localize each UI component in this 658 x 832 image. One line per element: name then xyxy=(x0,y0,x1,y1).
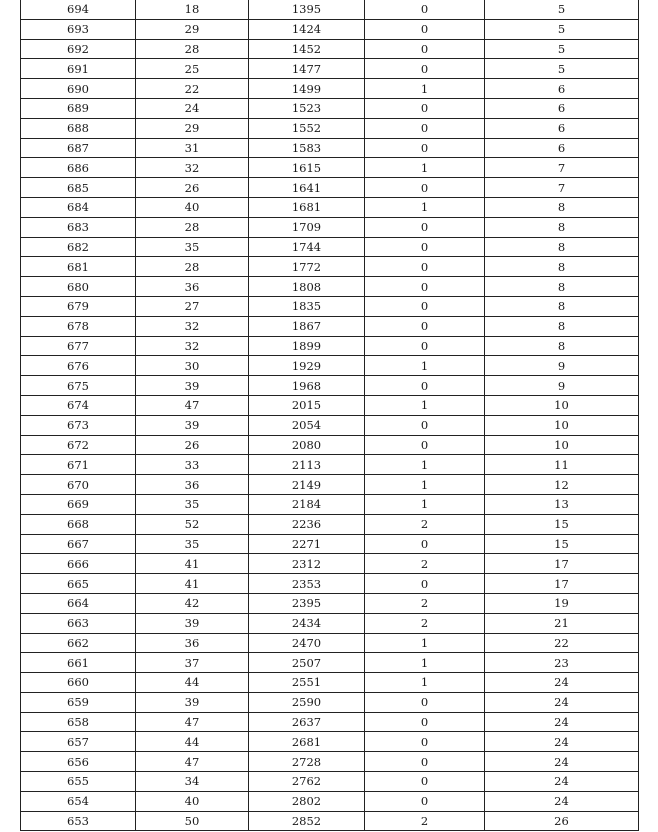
cumulative-count-cell: 2271 xyxy=(249,534,365,554)
cumulative-count-cell: 2395 xyxy=(249,593,365,613)
sub-count-cell: 0 xyxy=(365,118,485,138)
sub-count-cell: 0 xyxy=(365,376,485,396)
sub-cumulative-cell: 17 xyxy=(485,554,639,574)
sub-count-cell: 0 xyxy=(365,138,485,158)
sub-cumulative-cell: 7 xyxy=(485,158,639,178)
table-row xyxy=(21,554,639,574)
sub-cumulative-cell: 24 xyxy=(485,673,639,693)
score-cell: 658 xyxy=(21,712,136,732)
table-row xyxy=(21,178,639,198)
table-row xyxy=(21,59,639,79)
score-cell: 681 xyxy=(21,257,136,277)
sub-count-cell: 2 xyxy=(365,593,485,613)
cumulative-count-cell: 1709 xyxy=(249,217,365,237)
cumulative-count-cell: 1772 xyxy=(249,257,365,277)
sub-cumulative-cell: 11 xyxy=(485,455,639,475)
cumulative-count-cell: 1899 xyxy=(249,336,365,356)
cumulative-count-cell: 2852 xyxy=(249,811,365,831)
count-cell: 26 xyxy=(136,178,249,198)
count-cell: 44 xyxy=(136,673,249,693)
sub-cumulative-cell: 24 xyxy=(485,752,639,772)
sub-count-cell: 1 xyxy=(365,653,485,673)
table-row xyxy=(21,356,639,376)
score-cell: 688 xyxy=(21,118,136,138)
cumulative-count-cell: 2353 xyxy=(249,574,365,594)
count-cell: 28 xyxy=(136,257,249,277)
score-cell: 665 xyxy=(21,574,136,594)
count-cell: 22 xyxy=(136,79,249,99)
cumulative-count-cell: 1744 xyxy=(249,237,365,257)
sub-count-cell: 0 xyxy=(365,316,485,336)
count-cell: 47 xyxy=(136,752,249,772)
cumulative-count-cell: 2312 xyxy=(249,554,365,574)
sub-count-cell: 0 xyxy=(365,98,485,118)
cumulative-count-cell: 1681 xyxy=(249,197,365,217)
table-row xyxy=(21,534,639,554)
table-row xyxy=(21,395,639,415)
count-cell: 27 xyxy=(136,296,249,316)
sub-cumulative-cell: 21 xyxy=(485,613,639,633)
sub-cumulative-cell: 17 xyxy=(485,574,639,594)
sub-count-cell: 0 xyxy=(365,732,485,752)
count-cell: 41 xyxy=(136,574,249,594)
score-cell: 694 xyxy=(21,0,136,19)
cumulative-count-cell: 1523 xyxy=(249,98,365,118)
sub-cumulative-cell: 24 xyxy=(485,772,639,792)
count-cell: 39 xyxy=(136,376,249,396)
score-cell: 656 xyxy=(21,752,136,772)
table-row xyxy=(21,574,639,594)
cumulative-count-cell: 1808 xyxy=(249,277,365,297)
score-cell: 666 xyxy=(21,554,136,574)
sub-cumulative-cell: 23 xyxy=(485,653,639,673)
cumulative-count-cell: 2728 xyxy=(249,752,365,772)
score-cell: 654 xyxy=(21,791,136,811)
table-row xyxy=(21,455,639,475)
count-cell: 24 xyxy=(136,98,249,118)
sub-count-cell: 1 xyxy=(365,475,485,495)
sub-cumulative-cell: 15 xyxy=(485,534,639,554)
cumulative-count-cell: 1615 xyxy=(249,158,365,178)
count-cell: 36 xyxy=(136,277,249,297)
sub-cumulative-cell: 24 xyxy=(485,692,639,712)
score-cell: 693 xyxy=(21,19,136,39)
cumulative-count-cell: 1499 xyxy=(249,79,365,99)
table-row xyxy=(21,257,639,277)
cumulative-count-cell: 2113 xyxy=(249,455,365,475)
sub-count-cell: 1 xyxy=(365,633,485,653)
cumulative-count-cell: 1867 xyxy=(249,316,365,336)
sub-cumulative-cell: 6 xyxy=(485,138,639,158)
score-cell: 663 xyxy=(21,613,136,633)
score-cell: 679 xyxy=(21,296,136,316)
sub-count-cell: 2 xyxy=(365,613,485,633)
sub-cumulative-cell: 26 xyxy=(485,811,639,831)
sub-count-cell: 0 xyxy=(365,435,485,455)
sub-cumulative-cell: 22 xyxy=(485,633,639,653)
sub-cumulative-cell: 8 xyxy=(485,257,639,277)
table-row xyxy=(21,633,639,653)
sub-cumulative-cell: 10 xyxy=(485,395,639,415)
cumulative-count-cell: 2590 xyxy=(249,692,365,712)
sub-count-cell: 1 xyxy=(365,395,485,415)
table-row xyxy=(21,237,639,257)
cumulative-count-cell: 1552 xyxy=(249,118,365,138)
table-row xyxy=(21,692,639,712)
count-cell: 34 xyxy=(136,772,249,792)
score-cell: 653 xyxy=(21,811,136,831)
count-cell: 25 xyxy=(136,59,249,79)
score-cell: 657 xyxy=(21,732,136,752)
count-cell: 29 xyxy=(136,19,249,39)
cumulative-count-cell: 1641 xyxy=(249,178,365,198)
count-cell: 18 xyxy=(136,0,249,19)
table-row xyxy=(21,19,639,39)
table-row xyxy=(21,732,639,752)
sub-cumulative-cell: 5 xyxy=(485,59,639,79)
count-cell: 50 xyxy=(136,811,249,831)
cumulative-count-cell: 1968 xyxy=(249,376,365,396)
sub-cumulative-cell: 13 xyxy=(485,494,639,514)
score-cell: 686 xyxy=(21,158,136,178)
score-cell: 678 xyxy=(21,316,136,336)
count-cell: 36 xyxy=(136,475,249,495)
sub-count-cell: 0 xyxy=(365,237,485,257)
sub-count-cell: 2 xyxy=(365,514,485,534)
table-row xyxy=(21,118,639,138)
cumulative-count-cell: 1477 xyxy=(249,59,365,79)
sub-count-cell: 0 xyxy=(365,178,485,198)
cumulative-count-cell: 2551 xyxy=(249,673,365,693)
sub-count-cell: 0 xyxy=(365,336,485,356)
cumulative-count-cell: 2470 xyxy=(249,633,365,653)
count-cell: 47 xyxy=(136,395,249,415)
cumulative-count-cell: 2080 xyxy=(249,435,365,455)
score-cell: 689 xyxy=(21,98,136,118)
table-row xyxy=(21,772,639,792)
sub-count-cell: 0 xyxy=(365,534,485,554)
count-cell: 31 xyxy=(136,138,249,158)
sub-cumulative-cell: 5 xyxy=(485,39,639,59)
count-cell: 35 xyxy=(136,237,249,257)
cumulative-count-cell: 2015 xyxy=(249,395,365,415)
sub-count-cell: 0 xyxy=(365,791,485,811)
score-cell: 683 xyxy=(21,217,136,237)
score-cell: 680 xyxy=(21,277,136,297)
sub-cumulative-cell: 6 xyxy=(485,98,639,118)
sub-cumulative-cell: 24 xyxy=(485,732,639,752)
sub-count-cell: 1 xyxy=(365,494,485,514)
sub-count-cell: 0 xyxy=(365,257,485,277)
table-body xyxy=(21,0,639,831)
score-cell: 670 xyxy=(21,475,136,495)
table-row xyxy=(21,415,639,435)
sub-cumulative-cell: 10 xyxy=(485,415,639,435)
score-cell: 691 xyxy=(21,59,136,79)
count-cell: 40 xyxy=(136,791,249,811)
sub-count-cell: 0 xyxy=(365,574,485,594)
sub-cumulative-cell: 24 xyxy=(485,712,639,732)
count-cell: 41 xyxy=(136,554,249,574)
sub-count-cell: 0 xyxy=(365,19,485,39)
count-cell: 40 xyxy=(136,197,249,217)
cumulative-count-cell: 2054 xyxy=(249,415,365,435)
sub-count-cell: 0 xyxy=(365,692,485,712)
count-cell: 30 xyxy=(136,356,249,376)
sub-count-cell: 0 xyxy=(365,752,485,772)
count-cell: 32 xyxy=(136,158,249,178)
table-row xyxy=(21,138,639,158)
count-cell: 28 xyxy=(136,217,249,237)
score-cell: 685 xyxy=(21,178,136,198)
table-row xyxy=(21,336,639,356)
cumulative-count-cell: 2637 xyxy=(249,712,365,732)
sub-cumulative-cell: 8 xyxy=(485,296,639,316)
count-cell: 47 xyxy=(136,712,249,732)
score-cell: 664 xyxy=(21,593,136,613)
cumulative-count-cell: 2434 xyxy=(249,613,365,633)
table-row xyxy=(21,197,639,217)
table-row xyxy=(21,673,639,693)
table-row xyxy=(21,217,639,237)
count-cell: 52 xyxy=(136,514,249,534)
sub-cumulative-cell: 9 xyxy=(485,356,639,376)
table-row xyxy=(21,435,639,455)
cumulative-count-cell: 2681 xyxy=(249,732,365,752)
cumulative-count-cell: 2149 xyxy=(249,475,365,495)
score-cell: 690 xyxy=(21,79,136,99)
score-cell: 675 xyxy=(21,376,136,396)
sub-count-cell: 1 xyxy=(365,79,485,99)
sub-count-cell: 2 xyxy=(365,811,485,831)
score-cell: 676 xyxy=(21,356,136,376)
table-row xyxy=(21,613,639,633)
count-cell: 35 xyxy=(136,494,249,514)
sub-cumulative-cell: 5 xyxy=(485,0,639,19)
sub-count-cell: 0 xyxy=(365,217,485,237)
count-cell: 44 xyxy=(136,732,249,752)
sub-count-cell: 1 xyxy=(365,158,485,178)
count-cell: 39 xyxy=(136,415,249,435)
table-row xyxy=(21,514,639,534)
table-row xyxy=(21,475,639,495)
count-cell: 36 xyxy=(136,633,249,653)
count-cell: 26 xyxy=(136,435,249,455)
count-cell: 32 xyxy=(136,336,249,356)
table-row xyxy=(21,277,639,297)
count-cell: 35 xyxy=(136,534,249,554)
score-cell: 660 xyxy=(21,673,136,693)
table-row xyxy=(21,0,639,19)
sub-cumulative-cell: 8 xyxy=(485,277,639,297)
sub-cumulative-cell: 6 xyxy=(485,79,639,99)
table-row xyxy=(21,39,639,59)
score-cell: 667 xyxy=(21,534,136,554)
score-cell: 662 xyxy=(21,633,136,653)
count-cell: 39 xyxy=(136,692,249,712)
count-cell: 29 xyxy=(136,118,249,138)
cumulative-count-cell: 1929 xyxy=(249,356,365,376)
table-row xyxy=(21,653,639,673)
score-cell: 684 xyxy=(21,197,136,217)
sub-count-cell: 1 xyxy=(365,455,485,475)
sub-cumulative-cell: 24 xyxy=(485,791,639,811)
sub-cumulative-cell: 8 xyxy=(485,217,639,237)
table-row xyxy=(21,811,639,831)
score-cell: 687 xyxy=(21,138,136,158)
sub-cumulative-cell: 12 xyxy=(485,475,639,495)
cumulative-count-cell: 2184 xyxy=(249,494,365,514)
table-row xyxy=(21,79,639,99)
sub-cumulative-cell: 15 xyxy=(485,514,639,534)
cumulative-count-cell: 2507 xyxy=(249,653,365,673)
score-cell: 655 xyxy=(21,772,136,792)
sub-cumulative-cell: 7 xyxy=(485,178,639,198)
table-row xyxy=(21,593,639,613)
score-cell: 669 xyxy=(21,494,136,514)
cumulative-count-cell: 1395 xyxy=(249,0,365,19)
count-cell: 32 xyxy=(136,316,249,336)
sub-count-cell: 0 xyxy=(365,59,485,79)
sub-count-cell: 0 xyxy=(365,39,485,59)
sub-count-cell: 0 xyxy=(365,415,485,435)
cumulative-count-cell: 2762 xyxy=(249,772,365,792)
count-cell: 37 xyxy=(136,653,249,673)
sub-cumulative-cell: 19 xyxy=(485,593,639,613)
table-row xyxy=(21,316,639,336)
sub-count-cell: 0 xyxy=(365,0,485,19)
table-row xyxy=(21,752,639,772)
cumulative-count-cell: 1424 xyxy=(249,19,365,39)
table-row xyxy=(21,494,639,514)
table-row xyxy=(21,712,639,732)
table-row xyxy=(21,376,639,396)
sub-cumulative-cell: 6 xyxy=(485,118,639,138)
count-cell: 33 xyxy=(136,455,249,475)
score-cell: 668 xyxy=(21,514,136,534)
sub-cumulative-cell: 10 xyxy=(485,435,639,455)
sub-count-cell: 1 xyxy=(365,197,485,217)
sub-count-cell: 0 xyxy=(365,296,485,316)
sub-cumulative-cell: 8 xyxy=(485,237,639,257)
sub-cumulative-cell: 8 xyxy=(485,316,639,336)
score-cell: 673 xyxy=(21,415,136,435)
count-cell: 39 xyxy=(136,613,249,633)
count-cell: 42 xyxy=(136,593,249,613)
sub-count-cell: 0 xyxy=(365,712,485,732)
cumulative-count-cell: 2236 xyxy=(249,514,365,534)
sub-count-cell: 0 xyxy=(365,277,485,297)
table-row xyxy=(21,98,639,118)
cumulative-count-cell: 1835 xyxy=(249,296,365,316)
table-row xyxy=(21,296,639,316)
sub-count-cell: 2 xyxy=(365,554,485,574)
table-row xyxy=(21,791,639,811)
score-cell: 677 xyxy=(21,336,136,356)
score-cell: 682 xyxy=(21,237,136,257)
score-cell: 692 xyxy=(21,39,136,59)
sub-count-cell: 1 xyxy=(365,673,485,693)
sub-count-cell: 0 xyxy=(365,772,485,792)
score-cell: 661 xyxy=(21,653,136,673)
score-cell: 674 xyxy=(21,395,136,415)
sub-count-cell: 1 xyxy=(365,356,485,376)
sub-cumulative-cell: 8 xyxy=(485,336,639,356)
score-cell: 659 xyxy=(21,692,136,712)
score-cell: 671 xyxy=(21,455,136,475)
cumulative-count-cell: 2802 xyxy=(249,791,365,811)
count-cell: 28 xyxy=(136,39,249,59)
cumulative-count-cell: 1583 xyxy=(249,138,365,158)
table-row xyxy=(21,158,639,178)
sub-cumulative-cell: 5 xyxy=(485,19,639,39)
sub-cumulative-cell: 8 xyxy=(485,197,639,217)
score-distribution-table xyxy=(20,0,639,831)
score-cell: 672 xyxy=(21,435,136,455)
cumulative-count-cell: 1452 xyxy=(249,39,365,59)
sub-cumulative-cell: 9 xyxy=(485,376,639,396)
